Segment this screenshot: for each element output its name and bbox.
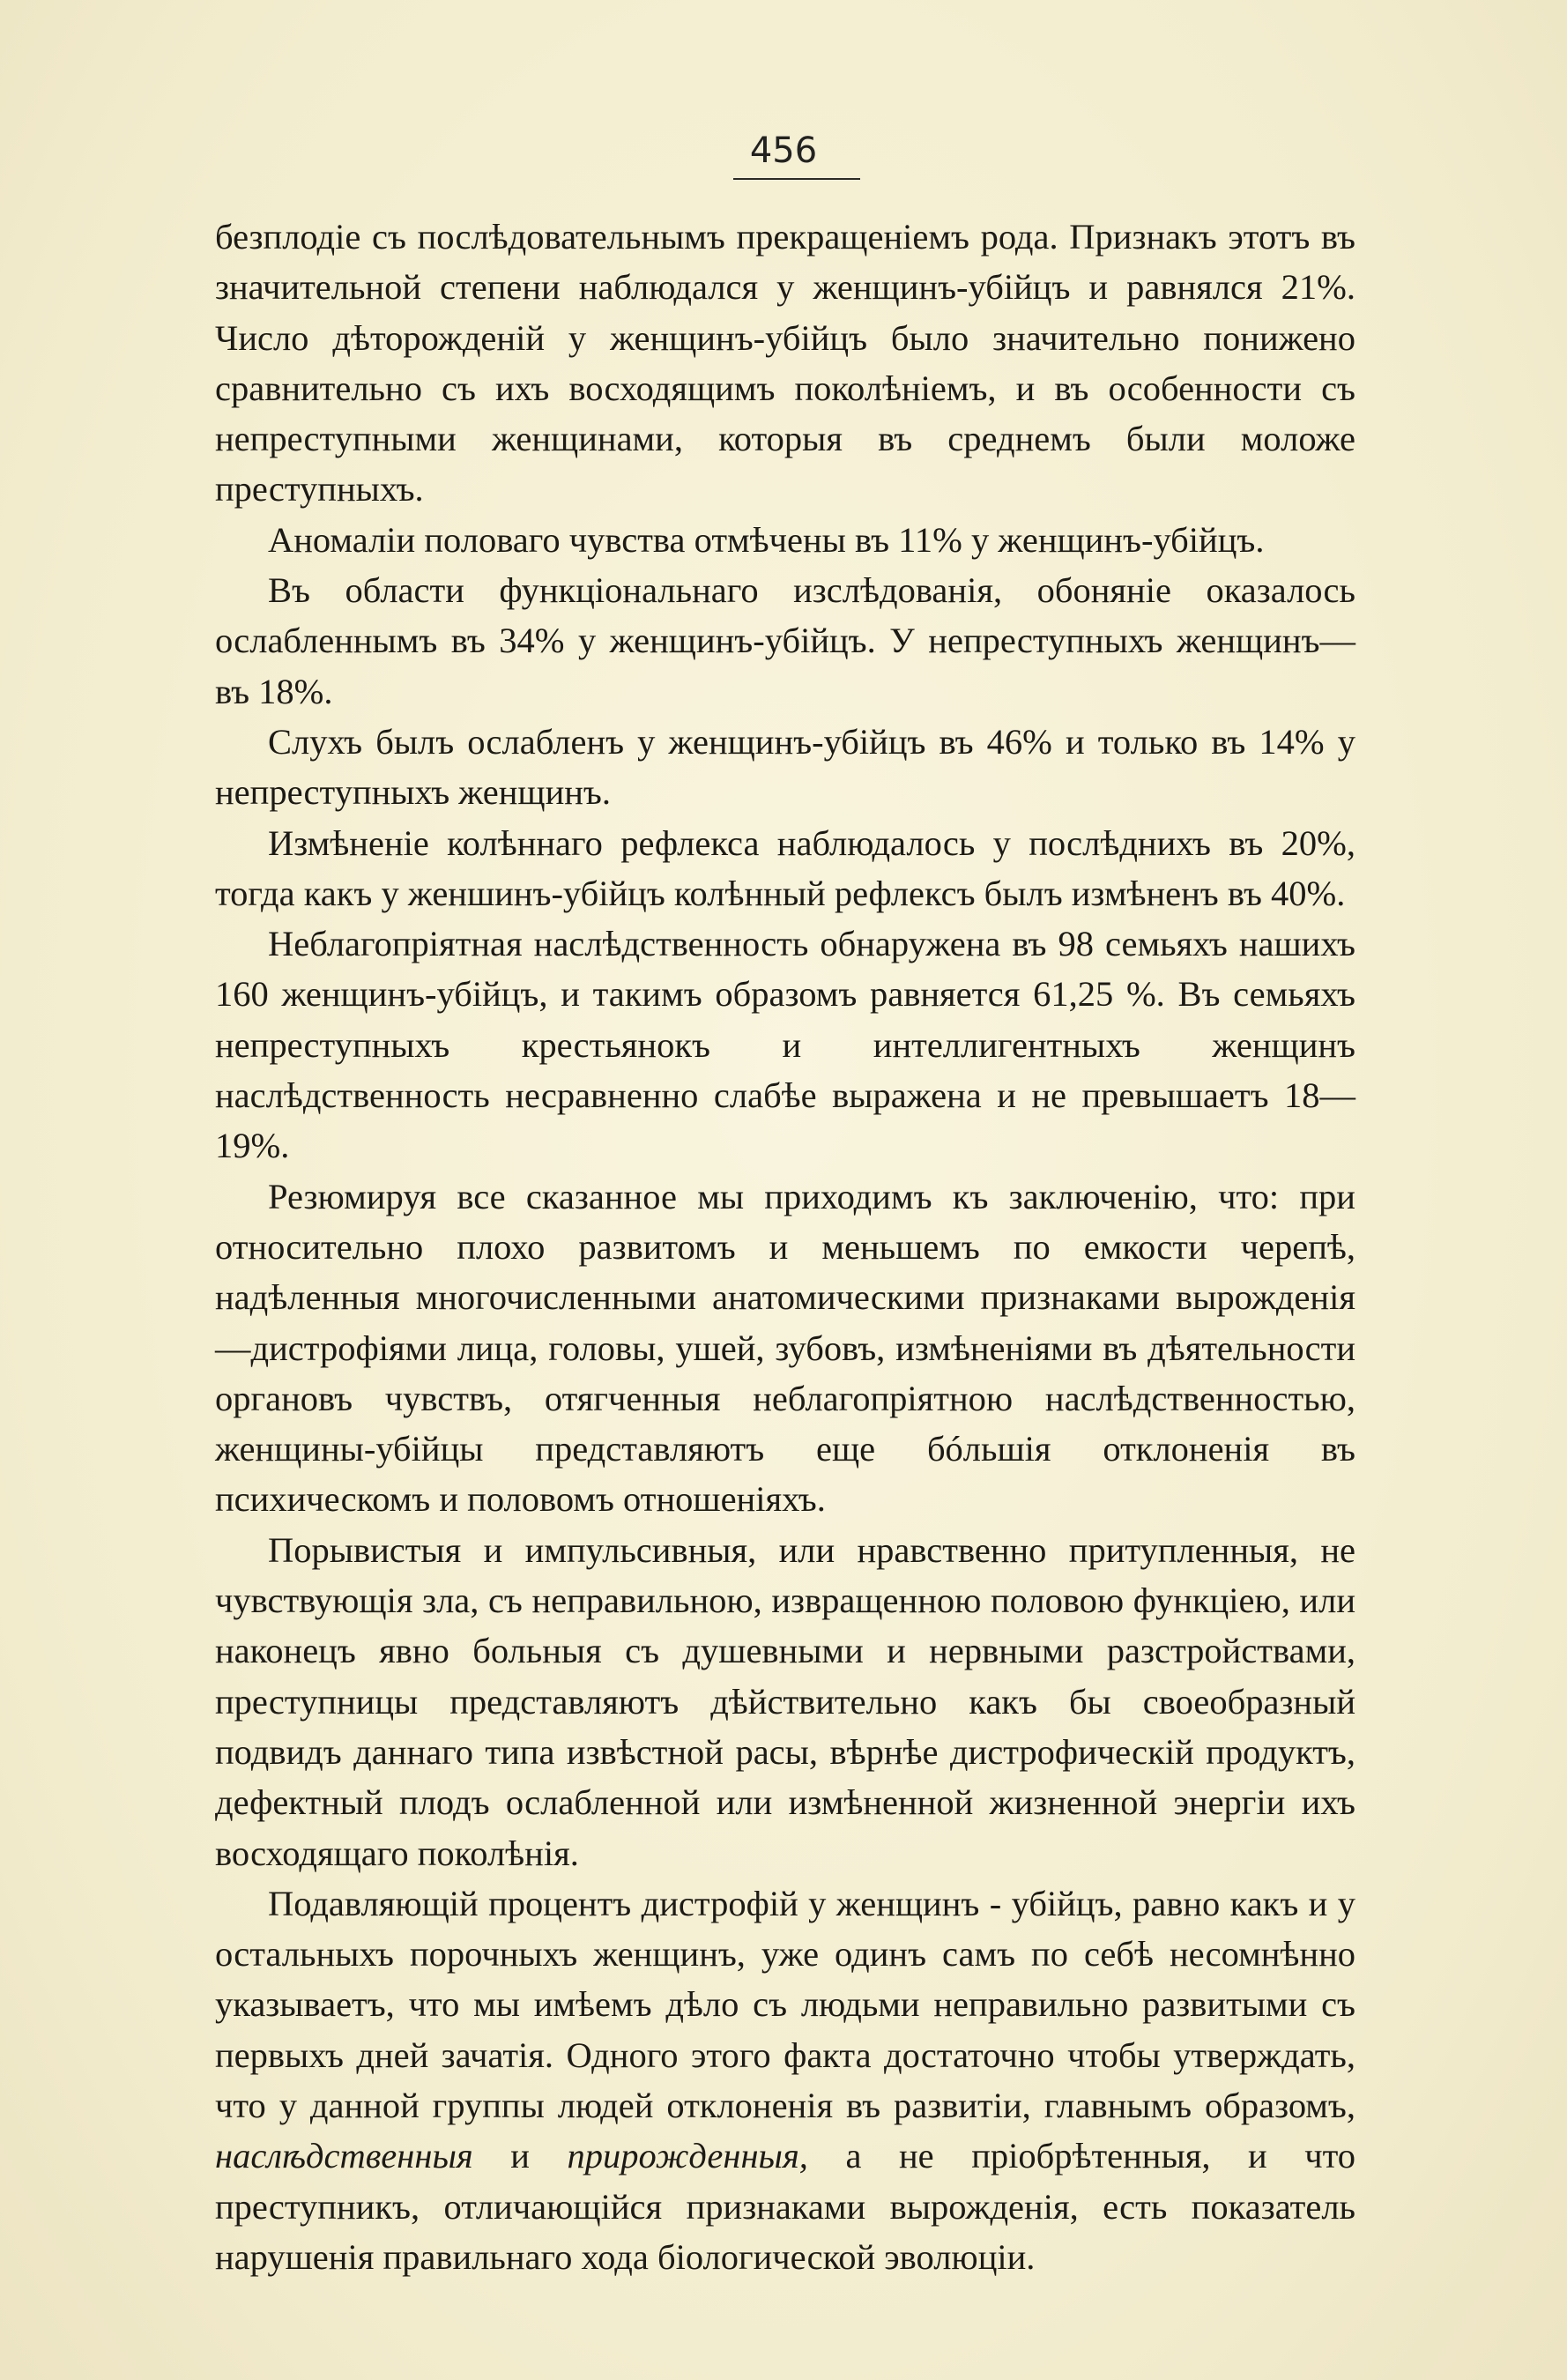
paragraph: Порывистыя и импульсивныя, или нравственно притупленныя, не чувствующія зла, съ неправильною, извращенною половою функціею, или наконецъ явно больныя съ душевными и нервными разстройствами, преступницы представляютъ дѣйствительно какъ бы своеобразный подвидъ даннаго типа извѣстной расы, вѣрнѣе дистрофическій продуктъ, дефектный плодъ ослабленной или измѣненной жизненной энергіи ихъ восходящаго поколѣнія. — [215, 1529, 1355, 1873]
text-run: Подавляющій процентъ дистрофій у женщинъ - убійцъ, равно какъ и у остальныхъ порочныхъ женщинъ, уже одинъ самъ по себѣ несомнѣнно указываетъ, что мы имѣемъ дѣло съ людьми неправильно развитыми съ первыхъ дней зачатія. Одного этого факта достаточно чтобы утверждать, что у данной группы людей отклоненія въ развитіи, главнымъ образомъ, — [215, 1883, 1355, 2125]
paragraph: безплодіе съ послѣдовательнымъ прекращеніемъ рода. Признакъ этотъ въ значительной степени наблюдался у женщинъ-убійцъ и равнялся 21%. Число дѣторожденій у женщинъ-убійцъ было значительно понижено сравнительно съ ихъ восходящимъ поколѣніемъ, и въ особенности съ непреступными женщинами, которыя въ среднемъ были моложе преступныхъ. — [215, 217, 1355, 509]
paragraph: Неблагопріятная наслѣдственность обнаружена въ 98 семьяхъ нашихъ 160 женщинъ-убійцъ, и такимъ образомъ равняется 61,25 %. Въ семьяхъ непреступныхъ крестьянокъ и интеллигентныхъ женщинъ наслѣдственность несравненно слабѣе выражена и не превышаетъ 18—19%. — [215, 924, 1355, 1166]
text-run: и — [472, 2136, 568, 2176]
paragraph: Слухъ былъ ослабленъ у женщинъ-убійцъ въ 46% и только въ 14% у непреступныхъ женщинъ. — [215, 721, 1355, 813]
paragraph: Въ области функціональнаго изслѣдованія, обоняніе оказалось ослабленнымъ въ 34% у женщинъ-убійцъ. У непреступныхъ женщинъ—въ 18%. — [215, 570, 1355, 711]
paragraph: Измѣненіе колѣннаго рефлекса наблюдалось у послѣднихъ въ 20%, тогда какъ у женшинъ-убійцъ колѣнный рефлексъ былъ измѣненъ въ 40%. — [215, 822, 1355, 913]
paragraph: Аномаліи половаго чувства отмѣчены въ 11% у женщинъ-убійцъ. — [268, 519, 1265, 560]
body-text — [215, 212, 1355, 2282]
page-number: 456 — [749, 130, 818, 171]
paragraph: Резюмируя все сказанное мы приходимъ къ заключенію, что: при относительно плохо развитомъ и меньшемъ по емкости черепѣ, надѣленныя многочисленными анатомическими признаками вырожденія—дистрофіями лица, головы, ушей, зубовъ, измѣненіями въ дѣятельности органовъ чувствъ, отягченныя неблагопріятною наслѣдственностью, женщины-убійцы представляютъ еще бóльшія отклоненія въ психическомъ и половомъ отношеніяхъ. — [215, 1176, 1355, 1520]
text-run: а не пріобрѣтенныя, и что преступникъ, отличающійся признаками вырожденія, есть показатель нарушенія правильнаго хода біологической эволюціи. — [215, 2136, 1355, 2277]
italic-term: наслѣдственныя — [215, 2136, 473, 2176]
italic-term: прирожденныя, — [567, 2136, 808, 2176]
paragraph-last — [215, 1878, 1355, 2282]
header-rule — [733, 178, 860, 180]
